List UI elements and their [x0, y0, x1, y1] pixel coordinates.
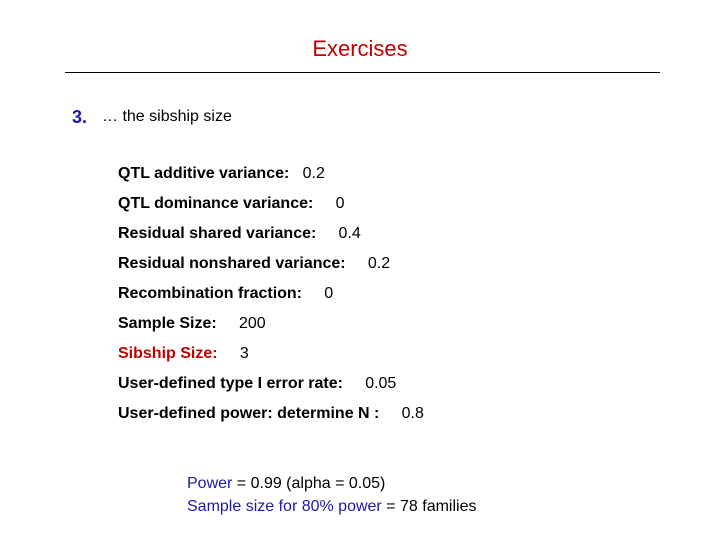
param-value: 0.2 — [302, 165, 325, 182]
param-value: 0.2 — [367, 255, 391, 272]
param-value: 200 — [238, 315, 266, 332]
param-sample-size — [118, 315, 266, 333]
param-label: QTL additive variance: — [118, 165, 290, 182]
result-power-label: Power — [187, 475, 233, 492]
param-qtl-additive-variance — [118, 165, 325, 183]
result-sample-size-value: = 78 families — [381, 498, 477, 515]
result-power — [187, 475, 385, 493]
param-value: 0 — [324, 285, 334, 302]
param-residual-shared-variance — [118, 225, 361, 243]
title-divider — [65, 72, 660, 73]
item-number: 3. — [72, 107, 88, 127]
param-type-i-error-rate — [118, 375, 396, 393]
result-power-value: = 0.99 (alpha = 0.05) — [232, 475, 386, 492]
param-qtl-dominance-variance — [118, 195, 344, 213]
param-value: 3 — [239, 345, 249, 362]
param-label: User-defined type I error rate: — [118, 375, 343, 392]
param-label: Residual shared variance: — [118, 225, 317, 242]
param-label: Recombination fraction: — [118, 285, 303, 302]
param-power — [118, 405, 424, 423]
param-sibship-size — [118, 345, 249, 363]
param-value: 0.4 — [338, 225, 361, 242]
param-value: 0.8 — [401, 405, 424, 422]
item-text: … the sibship size — [102, 108, 232, 125]
param-value: 0 — [335, 195, 345, 212]
param-label: QTL dominance variance: — [118, 195, 314, 212]
param-label: Sample Size: — [118, 315, 217, 332]
param-residual-nonshared-variance — [118, 255, 390, 273]
slide-title: Exercises — [312, 36, 408, 61]
param-label: Sibship Size: — [118, 345, 218, 362]
param-label: User-defined power: determine N : — [118, 405, 380, 422]
param-value: 0.05 — [365, 375, 397, 392]
param-label: Residual nonshared variance: — [118, 255, 346, 272]
result-sample-size-label: Sample size for 80% power — [187, 498, 382, 515]
param-recombination-fraction — [118, 285, 333, 303]
result-sample-size — [187, 498, 476, 516]
